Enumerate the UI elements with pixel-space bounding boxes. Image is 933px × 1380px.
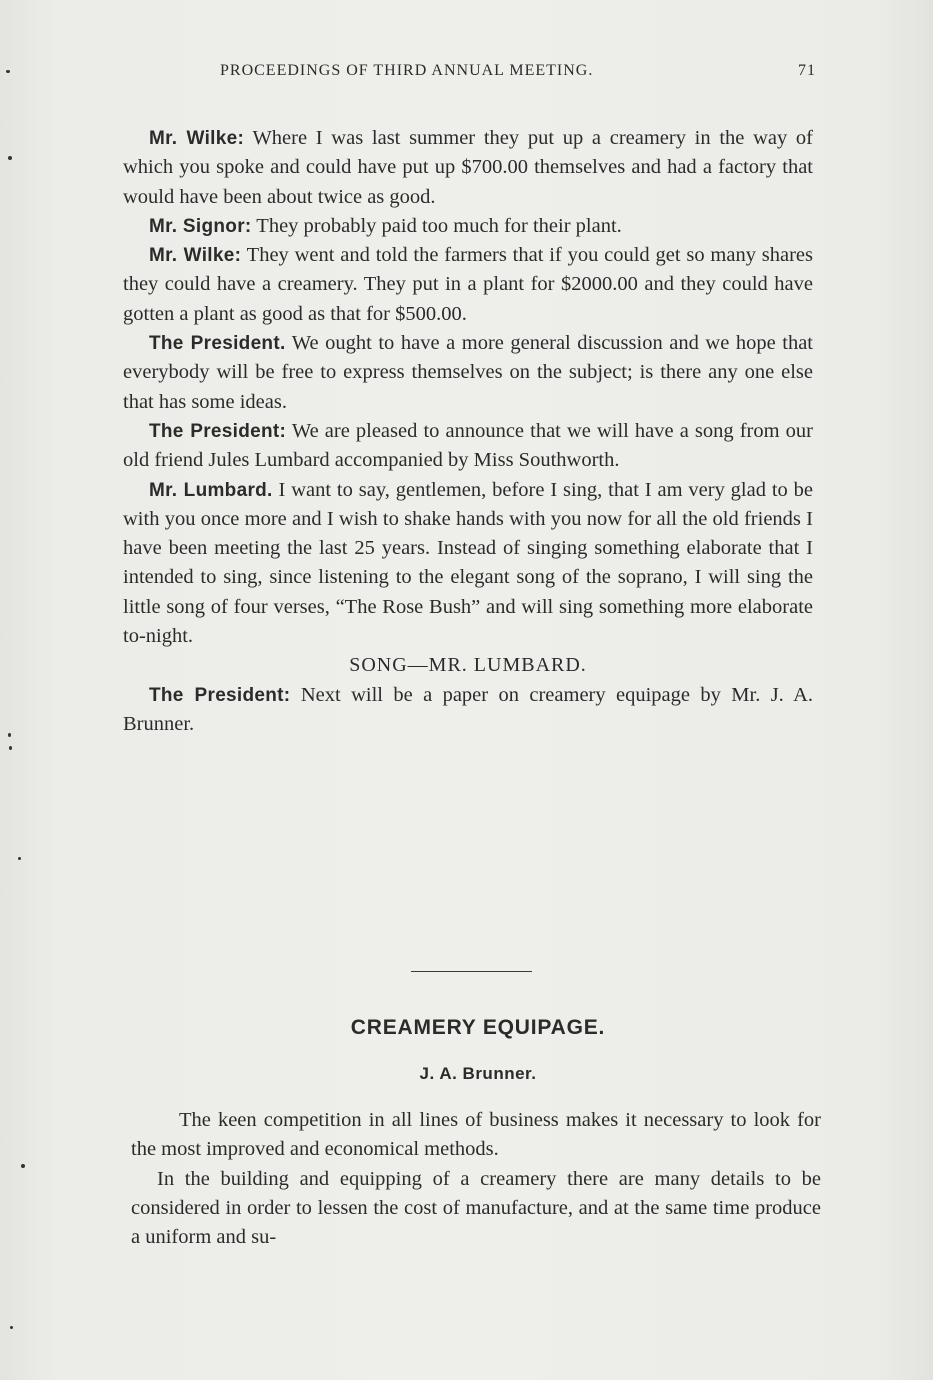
section-title: CREAMERY EQUIPAGE. — [350, 1016, 606, 1039]
section-author: J. A. Brunner. — [419, 1064, 537, 1083]
speech-text: We are pleased to announce that we will have a song from our old friend Jules Lumbard accompanied by Miss Southworth. — [123, 419, 814, 472]
body-paragraph: The keen competition in all lines of business makes it necessary to look for the most improved and economical methods. — [131, 1109, 821, 1161]
discussion-paragraph — [123, 329, 813, 417]
page-header — [220, 62, 816, 86]
speaker-name: The President. — [149, 333, 286, 355]
running-title: PROCEEDINGS OF THIRD ANNUAL MEETING. — [220, 62, 594, 79]
speaker-name: Mr. Lumbard. — [149, 479, 273, 501]
speech-text: I want to say, gentlemen, before I sing, that I am very glad to be with you once more and I wish to shake hands with you now for all the old friends I have been meeting the last 25 years. Instead of singing something elaborate that I intended to sing, since listening to the elegant song of the soprano, I will sing the little song of four verses, “The Rose Bush” and will sing something more elaborate to-night. — [123, 478, 814, 648]
scan-speck — [21, 1164, 25, 1168]
speaker-name: Mr. Signor: — [149, 215, 252, 237]
speaker-name: The President: — [149, 420, 287, 442]
discussion-paragraph — [123, 241, 813, 329]
scan-speck — [8, 156, 12, 160]
discussion-paragraph — [123, 212, 813, 241]
section-divider — [411, 971, 532, 972]
speech-text: We ought to have a more general discussion and we hope that everybody will be free to express themselves on the subject; is there any one else that has some ideas. — [123, 332, 814, 413]
song-heading: SONG—MR. LUMBARD. — [349, 654, 587, 677]
page-number: 71 — [798, 62, 816, 79]
speech-text: They went and told the farmers that if you could get so many shares they could have a creamery. They put in a plant for $2000.00 and they could have gotten a plant as good as that for $500.00. — [123, 244, 813, 325]
scan-speck — [6, 70, 10, 73]
scan-speck — [10, 1326, 13, 1329]
speaker-name: The President: — [149, 684, 291, 706]
speaker-name: Mr. Wilke: — [149, 128, 245, 149]
speech-text: Where I was last summer they put up a creamery in the way of which you spoke and could have put up $700.00 themselves and had a factory that would have been about twice as good. — [123, 127, 814, 208]
discussion-paragraph — [123, 681, 813, 740]
scan-speck — [9, 746, 12, 750]
body-paragraph: In the building and equipping of a creamery there are many details to be considered in order to lessen the cost of manufacture, and at the same time produce a uniform and su- — [131, 1167, 821, 1249]
scan-speck — [8, 733, 11, 737]
speech-text: Next will be a paper on creamery equipage by Mr. J. A. Brunner. — [123, 683, 813, 735]
speech-text: They probably paid too much for their plant. — [256, 214, 622, 237]
discussion-transcript — [123, 124, 813, 739]
scan-speck — [18, 857, 21, 860]
discussion-paragraph — [123, 476, 813, 652]
discussion-paragraph — [123, 124, 813, 212]
section-body — [131, 1106, 821, 1252]
speaker-name: Mr. Wilke: — [149, 245, 242, 267]
discussion-paragraph — [123, 417, 813, 476]
